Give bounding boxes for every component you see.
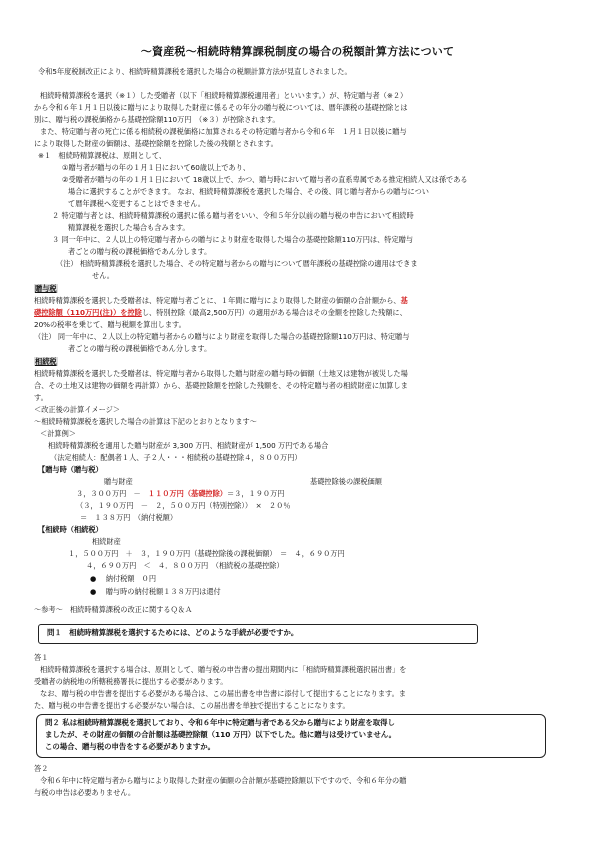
gift-calc-heading: 【贈与時（贈与税） — [38, 465, 103, 474]
answer-line: 令和６年中に特定贈与者から贈与により取得した財産の価額の合計額が基礎控除額以下ですので、令和６年分の贈 — [40, 776, 407, 785]
gift-tax-line: 相続時精算課税を選択した受贈者は、特定贈与者ごとに、１年間に贈与により取得した財産の価額の合計額から、基 — [34, 296, 408, 305]
gift-tax-line: 礎控除額（110万円(注)）を控除し、特別控除（最高2,500万円）の適用がある場合はその金額を控除した残額に、 — [34, 308, 407, 317]
calc-example-heading: ＜計算例＞ — [40, 429, 76, 438]
note-line: （注） 相続時精算課税を選択した場合、その特定贈与者からの贈与について暦年課税の基礎控除の適用はできま — [56, 259, 418, 268]
note-line: 場合に選択することができます。 なお、相続時精算課税を選択した場合、その後、同じ贈与者からの贈与につい — [68, 187, 429, 196]
note-line: 者ごとの贈与税の課税価格であん分します。 — [68, 247, 212, 256]
reference-heading: ～参考～ 相続時精算課税の改正に関するＱ＆Ａ — [34, 605, 193, 614]
paragraph-line: また、特定贈与者の死亡に係る相続税の課税価格に加算されるその特定贈与者から令和６年 １月１日以後に贈与 — [40, 127, 407, 136]
answer-line: 相続時精算課税を選択する場合は、原則として、贈与税の申告書の提出期間内に「相続時精算課税選択届出書」を — [40, 665, 407, 674]
gift-property-label: 贈与財産 — [104, 477, 133, 486]
inheritance-tax-line: す。 — [34, 393, 48, 402]
calc-image-sub: ～相続時精算課税を選択した場合の計算は下記のとおりとなります～ — [34, 417, 257, 426]
calc-line: ４，６９０万円 ＜ ４．８００万円 （相続税の基礎控除） — [86, 561, 284, 570]
calc-line: ＝ １３８万円 （納付税額） — [80, 513, 178, 522]
question-2-box — [36, 714, 546, 758]
answer-line: なお、贈与税の申告書を提出する必要がある場合は、この届出書を申告書に添付して提出することになります。ま — [40, 689, 406, 698]
answer-1-heading: 答１ — [34, 653, 49, 662]
question-1-text: 問１ 相続時精算課税を選択するためには、どのような手続が必要ですか。 — [47, 628, 299, 637]
note-line: て暦年課税へ変更することはできません。 — [68, 199, 205, 208]
intro-text: 令和5年度税制改正により、相続時精算課税を選択した場合の税額計算方法が見直しされました。 — [38, 67, 352, 76]
calc-line: （３，１９０万円 － ２，５００万円（特別控除）） × ２０％ — [76, 501, 291, 510]
note-line: ２ 特定贈与者とは、相続時精算課税の選択に係る贈与者をいい、令和５年分以前の贈与税の申告において相続時 — [52, 211, 414, 220]
paragraph-line: により取得した財産の価額は、基礎控除額を控除した後の残額とされます。 — [34, 139, 278, 148]
answer-2-heading: 答２ — [34, 764, 49, 773]
note-line: ②受贈者が贈与の年の１月１日において 18歳以上で、かつ、贈与時において贈与者の直系卑属である推定相続人又は孫である — [62, 175, 468, 184]
calc-image-heading: ＜改正後の計算イメージ＞ — [34, 405, 121, 414]
note-line: ３ 同一年中に、２人以上の特定贈与者からの贈与により財産を取得した場合の基礎控除額110万円は、特定贈与 — [52, 235, 414, 244]
page-title: ～資産税～相続時精算課税制度の場合の税額計算方法について — [140, 45, 455, 58]
calc-line: ３，３００万円 － １１０万円（基礎控除）＝３，１９０万円 — [76, 489, 285, 498]
result-bullet: ● 贈与時の納付税額１３８万円は還付 — [90, 587, 221, 596]
calc-line: １，５００万円 ＋ ３，１９０万円（基礎控除後の課税価額） ＝ ４，６９０万円 — [68, 549, 345, 558]
paragraph-line: 別に、贈与税の課税価格から基礎控除額110万円 （※３）が控除されます。 — [34, 115, 280, 124]
paragraph-line: から令和６年１月１日以後に贈与により取得した財産に係るその年分の贈与税については、暦年課税の基礎控除とは — [34, 103, 408, 112]
answer-line: 与税の申告は必要ありません。 — [34, 788, 136, 797]
question-2-line: この場合、贈与税の申告をする必要がありますか。 — [45, 742, 215, 751]
paragraph-line: 相続時精算課税を選択（※１）した受贈者（以下「相続時精算課税適用者」といいます。）が、特定贈与者（※２） — [40, 91, 408, 100]
question-2-line: 問２ 私は相続時精算課税を選択しており、令和６年中に特定贈与者である父から贈与により財産を取得し — [45, 718, 395, 727]
answer-line: た、贈与税の申告書を提出する必要がない場合は、この届出書を単独で提出することになります。 — [34, 701, 350, 710]
inheritance-calc-heading: 【相続時（相続税） — [38, 525, 103, 534]
note-line: せん。 — [92, 271, 114, 280]
answer-line: 受贈者の納税地の所轄税務署長に提出する必要があります。 — [34, 677, 228, 686]
inheritance-property-label: 相続財産 — [92, 537, 121, 546]
result-bullet: ● 納付税額 ０円 — [90, 574, 157, 583]
inheritance-tax-heading: 相続税 — [35, 357, 57, 366]
question-1-box — [38, 624, 478, 644]
gift-tax-heading: 贈与税 — [35, 284, 57, 293]
inheritance-tax-line: 相続時精算課税を選択した受贈者は、特定贈与者から取得した贈与財産の贈与時の価額（土地又は建物が被災した場 — [34, 369, 408, 378]
calc-example-line: 相続時精算課税を適用した贈与財産が 3,300 万円、相続財産が 1,500 万円である場合 — [48, 441, 329, 450]
note-line: ※１ 相続時精算課税は、原則として、 — [38, 151, 167, 160]
gift-tax-line: 20%の税率を乗じて、贈与税額を算出します。 — [34, 320, 186, 329]
note-line: ①贈与者が贈与の年の１月１日において60歳以上であり、 — [62, 163, 251, 172]
after-basic-label: 基礎控除後の課税価額 — [310, 477, 382, 486]
inheritance-tax-line: 合、その土地又は建物の価額を再計算）から、基礎控除額を控除した残額を、その特定贈与者の相続財産に加算しま — [34, 381, 408, 390]
calc-example-line: （法定相続人：配偶者１人、子２人・・・相続税の基礎控除４，８００万円） — [50, 453, 302, 462]
note-line: 精算課税を選択した場合も含みます。 — [68, 223, 190, 232]
gift-tax-note: 者ごとの贈与税の課税価格であん分します。 — [68, 344, 212, 353]
gift-tax-note: （注） 同一年中に、２人以上の特定贈与者からの贈与により財産を取得した場合の基礎控除額110万円は、特定贈与 — [34, 332, 410, 341]
question-2-line: ましたが、その財産の価額の合計額は基礎控除額（110 万円）以下でした。他に贈与は受けていません。 — [45, 730, 397, 739]
